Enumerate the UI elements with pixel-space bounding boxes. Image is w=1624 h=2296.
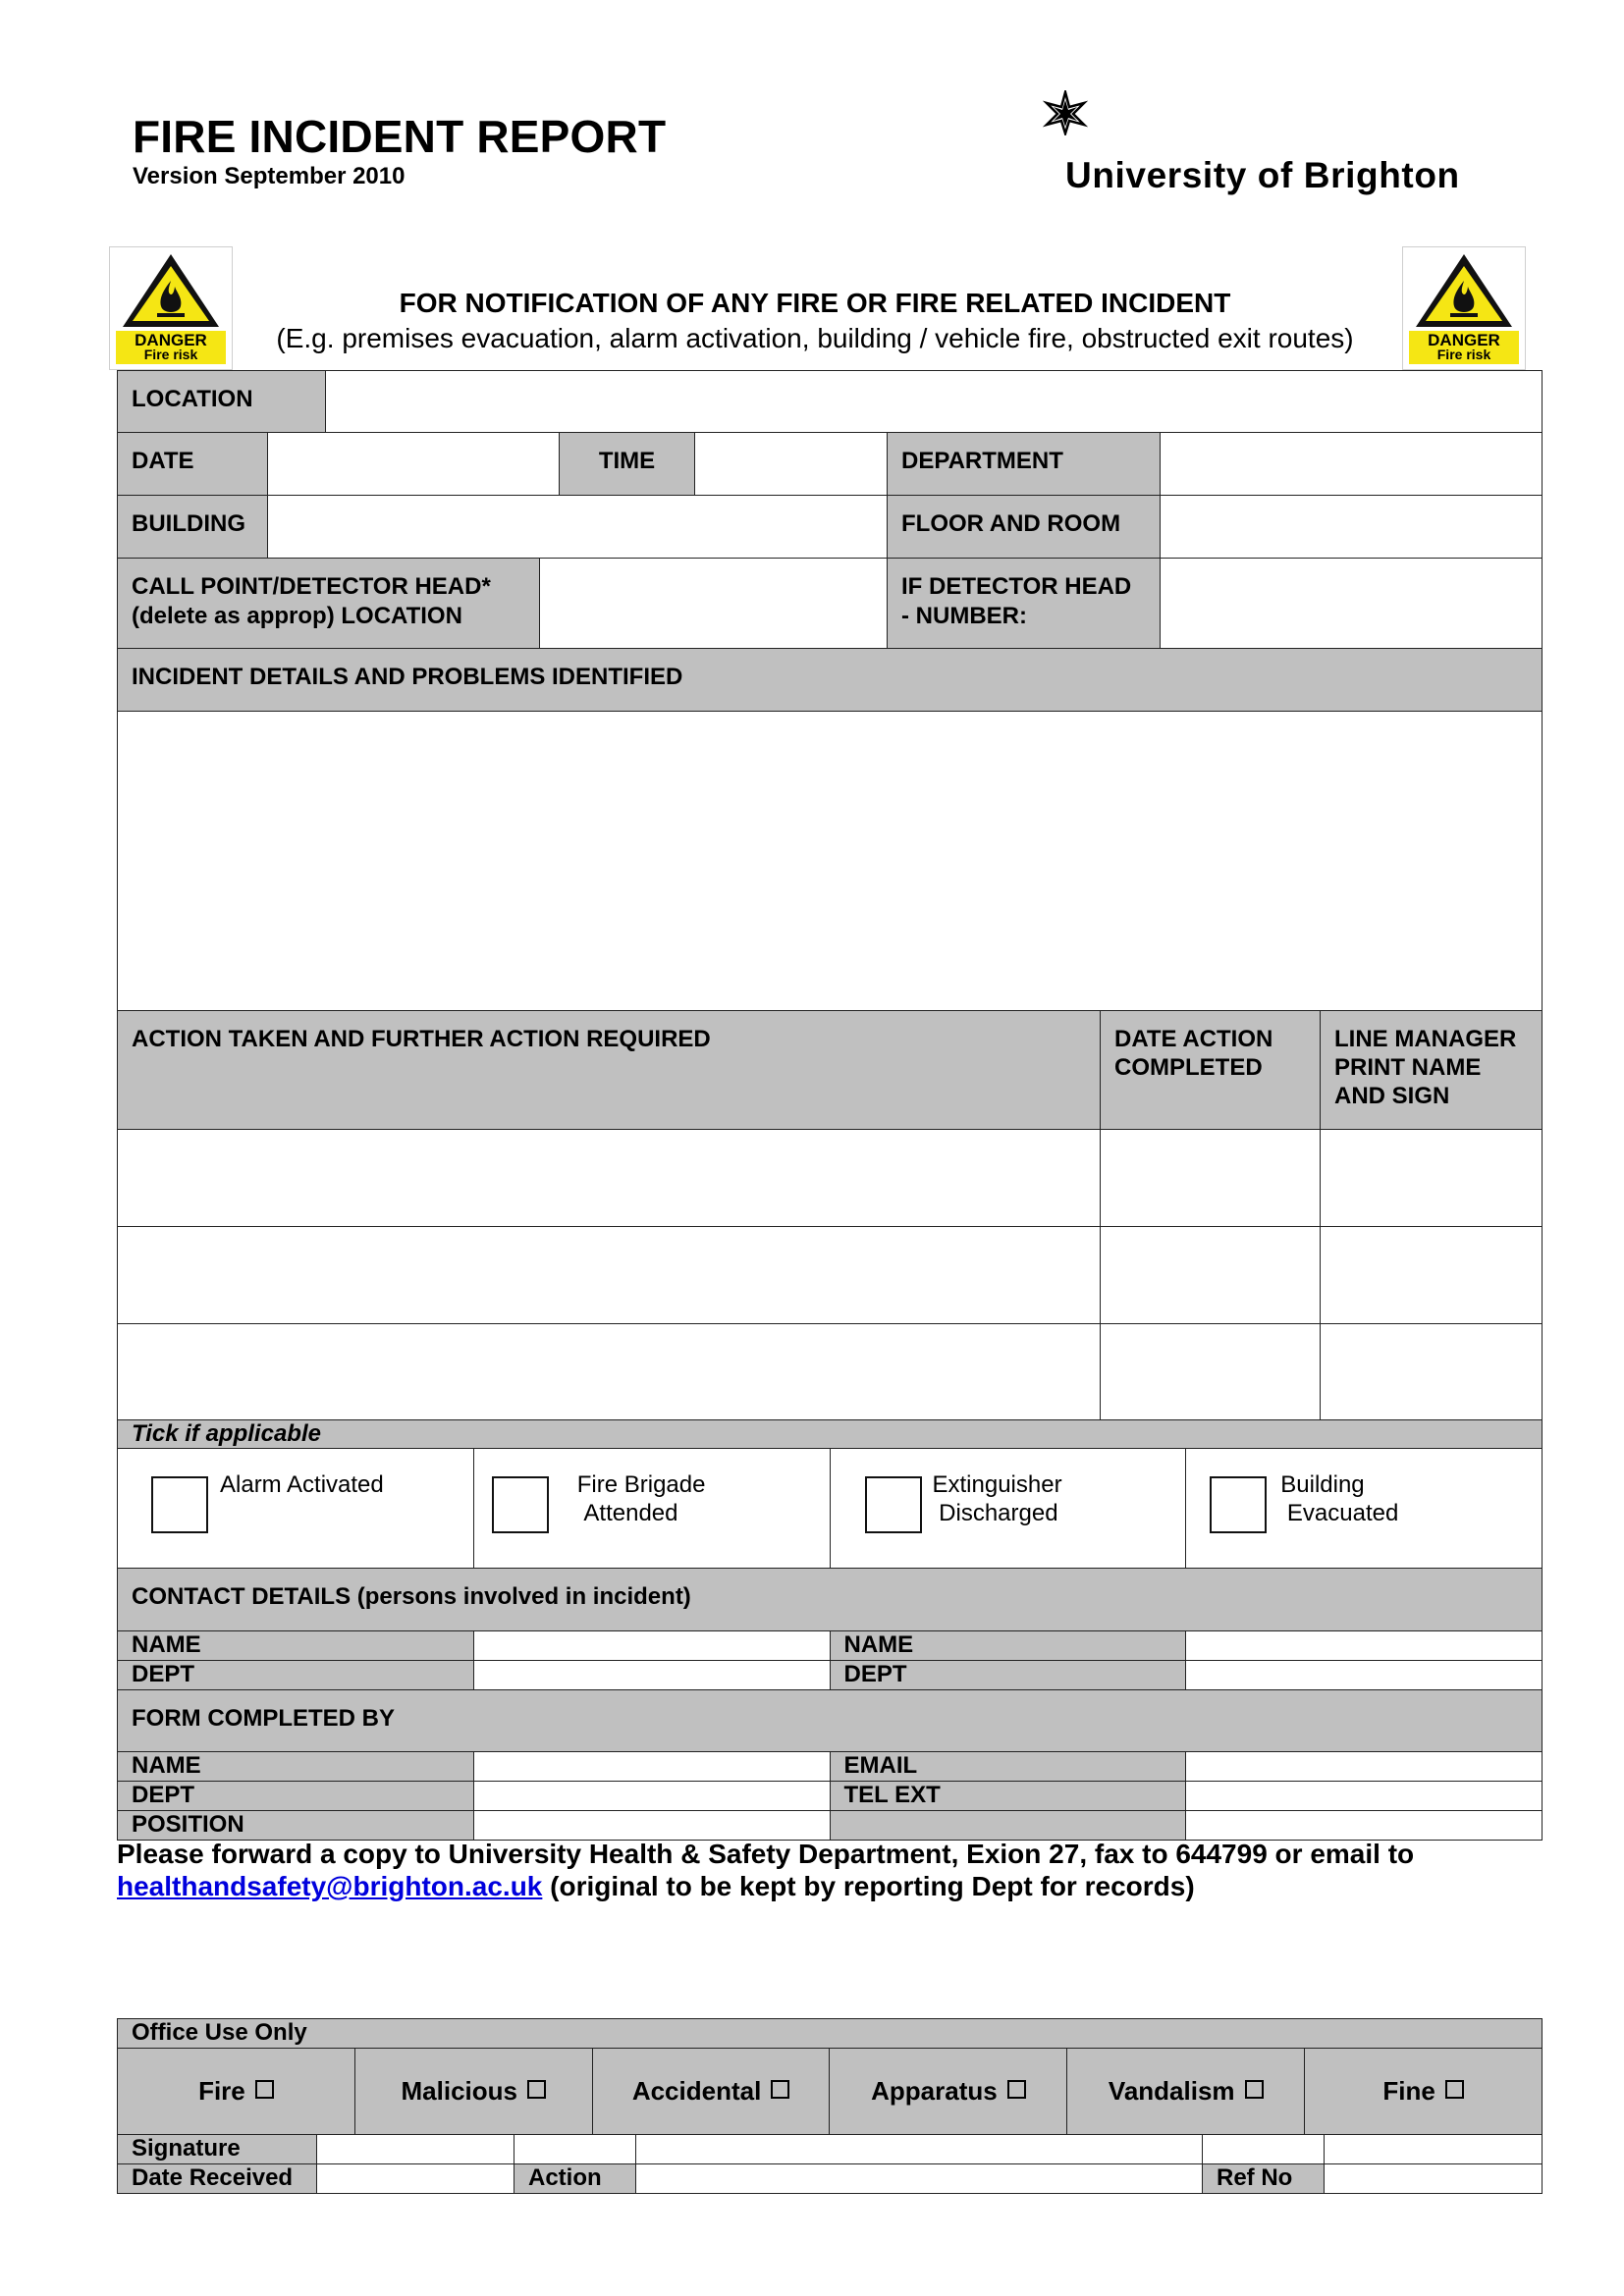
office-option-vandalism-label: Vandalism: [1108, 2076, 1235, 2106]
contact-name-label-2: NAME: [830, 1631, 1186, 1661]
university-star-logo-icon: [1043, 90, 1088, 140]
vandalism-checkbox[interactable]: [1245, 2080, 1264, 2099]
danger-text: DANGER: [135, 331, 207, 349]
office-option-fine-label: Fine: [1382, 2076, 1435, 2106]
fire-brigade-checkbox[interactable]: [492, 1476, 549, 1533]
line-manager-line2: PRINT NAME: [1334, 1054, 1482, 1081]
signature-extra-field[interactable]: [514, 2135, 636, 2164]
completed-position-label: POSITION: [118, 1811, 474, 1841]
action-label: Action: [514, 2164, 636, 2194]
forwarding-text-records: (original to be kept by reporting Dept for records): [542, 1871, 1195, 1901]
contact-details-section: [117, 1568, 1543, 1690]
ref-no-label: Ref No: [1203, 2164, 1325, 2194]
completed-name-label: NAME: [118, 1752, 474, 1782]
office-option-fire[interactable]: [118, 2049, 355, 2135]
fine-checkbox[interactable]: [1445, 2080, 1464, 2099]
incident-details-field[interactable]: [118, 712, 1543, 1011]
contact-name-field-2[interactable]: [1186, 1631, 1543, 1661]
detector-number-field[interactable]: [1161, 559, 1543, 649]
call-point-row: [117, 558, 1543, 649]
detector-label-line1: IF DETECTOR HEAD: [901, 573, 1132, 600]
fire-brigade-label: [577, 1470, 706, 1527]
incident-details-heading: INCIDENT DETAILS AND PROBLEMS IDENTIFIED: [118, 649, 1543, 712]
completed-dept-field[interactable]: [473, 1782, 830, 1811]
completed-tel-label: TEL EXT: [830, 1782, 1186, 1811]
location-field[interactable]: [326, 371, 1543, 433]
floor-room-label: FLOOR AND ROOM: [888, 496, 1161, 559]
office-option-apparatus-label: Apparatus: [871, 2076, 998, 2106]
fire-brigade-label-line2: Attended: [583, 1500, 678, 1526]
health-safety-email-link[interactable]: healthandsafety@brighton.ac.uk: [117, 1871, 543, 1901]
malicious-checkbox[interactable]: [527, 2080, 546, 2099]
action-field-3[interactable]: [118, 1324, 1101, 1420]
danger-text: DANGER: [1428, 331, 1500, 349]
ref-no-field[interactable]: [1325, 2164, 1543, 2194]
building-evacuated-label-line1: Building: [1280, 1471, 1365, 1498]
contact-dept-label-1: DEPT: [118, 1661, 474, 1690]
detector-label-line2: - NUMBER:: [901, 603, 1027, 629]
office-option-fine[interactable]: [1305, 2049, 1543, 2135]
fire-risk-text: Fire risk: [143, 347, 198, 362]
signature-wide-field[interactable]: [636, 2135, 1203, 2164]
office-signature-section: [117, 2134, 1543, 2194]
completed-email-label: EMAIL: [830, 1752, 1186, 1782]
time-field[interactable]: [695, 433, 888, 496]
version-label: Version September 2010: [133, 163, 406, 189]
line-manager-line3: AND SIGN: [1334, 1083, 1450, 1109]
date-field[interactable]: [268, 433, 560, 496]
signature-label: Signature: [118, 2135, 317, 2164]
department-label: DEPARTMENT: [888, 433, 1161, 496]
extinguisher-label-line1: Extinguisher: [932, 1471, 1062, 1498]
date-completed-field-3[interactable]: [1101, 1324, 1321, 1420]
office-option-apparatus[interactable]: [830, 2049, 1067, 2135]
tick-section: [117, 1419, 1543, 1569]
incident-details-section: [117, 648, 1543, 1011]
building-field[interactable]: [268, 496, 888, 559]
notice-example: (E.g. premises evacuation, alarm activation, building / vehicle fire, obstructed exit routes): [276, 323, 1354, 353]
call-point-field[interactable]: [540, 559, 888, 649]
tick-heading: Tick if applicable: [118, 1420, 1543, 1449]
forwarding-instructions: [117, 1838, 1550, 1902]
notification-notice: [236, 288, 1394, 354]
university-name: University of Brighton: [1065, 155, 1460, 195]
completed-blank-label: [830, 1811, 1186, 1841]
form-completed-by-section: [117, 1689, 1543, 1841]
warning-triangle-icon: [120, 251, 222, 330]
date-label: DATE: [118, 433, 268, 496]
office-option-accidental-label: Accidental: [631, 2076, 762, 2106]
building-evacuated-label-line2: Evacuated: [1286, 1500, 1399, 1526]
alarm-activated-checkbox[interactable]: [151, 1476, 208, 1533]
building-evacuated-option[interactable]: [1186, 1449, 1543, 1569]
office-option-malicious[interactable]: [354, 2049, 592, 2135]
signature-extra-field-2[interactable]: [1203, 2135, 1325, 2164]
office-option-accidental[interactable]: [592, 2049, 830, 2135]
contact-dept-label-2: DEPT: [830, 1661, 1186, 1690]
completed-tel-field[interactable]: [1186, 1782, 1543, 1811]
date-completed-field-1[interactable]: [1101, 1130, 1321, 1227]
office-option-malicious-label: Malicious: [401, 2076, 517, 2106]
line-manager-field-3[interactable]: [1321, 1324, 1543, 1420]
signature-field[interactable]: [317, 2135, 514, 2164]
fire-brigade-label-line1: Fire Brigade: [576, 1471, 706, 1498]
fire-brigade-option[interactable]: [473, 1449, 830, 1569]
form-completed-by-heading: FORM COMPLETED BY: [118, 1690, 1543, 1752]
fire-checkbox[interactable]: [255, 2080, 274, 2099]
building-evacuated-checkbox[interactable]: [1210, 1476, 1267, 1533]
date-completed-field-2[interactable]: [1101, 1227, 1321, 1324]
notice-heading: FOR NOTIFICATION OF ANY FIRE OR FIRE RELATED INCIDENT: [399, 288, 1231, 318]
office-option-fire-label: Fire: [198, 2076, 245, 2106]
contact-dept-field-1[interactable]: [473, 1661, 830, 1690]
call-point-label-line1: CALL POINT/DETECTOR HEAD*: [132, 573, 491, 600]
action-taken-heading: ACTION TAKEN AND FURTHER ACTION REQUIRED: [118, 1011, 1101, 1130]
contact-details-heading: CONTACT DETAILS (persons involved in incident): [118, 1569, 1543, 1631]
action-field[interactable]: [636, 2164, 1203, 2194]
line-manager-line1: LINE MANAGER: [1334, 1026, 1517, 1052]
extinguisher-label-line2: Discharged: [939, 1500, 1058, 1526]
building-label: BUILDING: [118, 496, 268, 559]
date-action-line2: COMPLETED: [1114, 1054, 1263, 1081]
contact-name-field-1[interactable]: [473, 1631, 830, 1661]
danger-fire-risk-sign-left: [109, 246, 233, 370]
signature-end-field[interactable]: [1325, 2135, 1543, 2164]
alarm-activated-option[interactable]: [118, 1449, 474, 1569]
completed-position-field[interactable]: [473, 1811, 830, 1841]
building-floor-row: [117, 495, 1543, 559]
extinguisher-checkbox[interactable]: [865, 1476, 922, 1533]
completed-extra-field[interactable]: [1186, 1811, 1543, 1841]
completed-dept-label: DEPT: [118, 1782, 474, 1811]
extinguisher-label: [933, 1470, 1062, 1527]
action-field-1[interactable]: [118, 1130, 1101, 1227]
action-field-2[interactable]: [118, 1227, 1101, 1324]
page-title: FIRE INCIDENT REPORT: [133, 111, 667, 162]
line-manager-heading: [1321, 1011, 1543, 1130]
line-manager-field-2[interactable]: [1321, 1227, 1543, 1324]
office-use-section: [117, 2018, 1543, 2135]
forwarding-text: Please forward a copy to University Health & Safety Department, Exion 27, fax to 644799 or email to: [117, 1839, 1415, 1869]
date-action-completed-heading: [1101, 1011, 1321, 1130]
completed-email-field[interactable]: [1186, 1752, 1543, 1782]
date-time-dept-row: [117, 432, 1543, 496]
office-option-vandalism[interactable]: [1067, 2049, 1305, 2135]
fire-risk-text: Fire risk: [1436, 347, 1491, 362]
danger-fire-risk-sign-right: [1402, 246, 1526, 370]
location-label: LOCATION: [118, 371, 326, 433]
apparatus-checkbox[interactable]: [1007, 2080, 1026, 2099]
completed-name-field[interactable]: [473, 1752, 830, 1782]
warning-triangle-icon: [1413, 251, 1515, 330]
office-use-heading: Office Use Only: [118, 2019, 1543, 2049]
contact-dept-field-2[interactable]: [1186, 1661, 1543, 1690]
extinguisher-option[interactable]: [830, 1449, 1186, 1569]
contact-name-label-1: NAME: [118, 1631, 474, 1661]
call-point-label: [118, 559, 540, 649]
building-evacuated-label: [1280, 1470, 1398, 1527]
alarm-activated-label: Alarm Activated: [220, 1471, 384, 1498]
date-received-label: Date Received: [118, 2164, 317, 2194]
line-manager-field-1[interactable]: [1321, 1130, 1543, 1227]
location-row: [117, 370, 1543, 433]
time-label: TIME: [560, 433, 695, 496]
department-field[interactable]: [1161, 433, 1543, 496]
floor-room-field[interactable]: [1161, 496, 1543, 559]
date-received-field[interactable]: [317, 2164, 514, 2194]
action-taken-section: [117, 1010, 1543, 1420]
call-point-label-line2: (delete as approp) LOCATION: [132, 603, 462, 629]
detector-label: [888, 559, 1161, 649]
accidental-checkbox[interactable]: [771, 2080, 789, 2099]
date-action-line1: DATE ACTION: [1114, 1026, 1273, 1052]
